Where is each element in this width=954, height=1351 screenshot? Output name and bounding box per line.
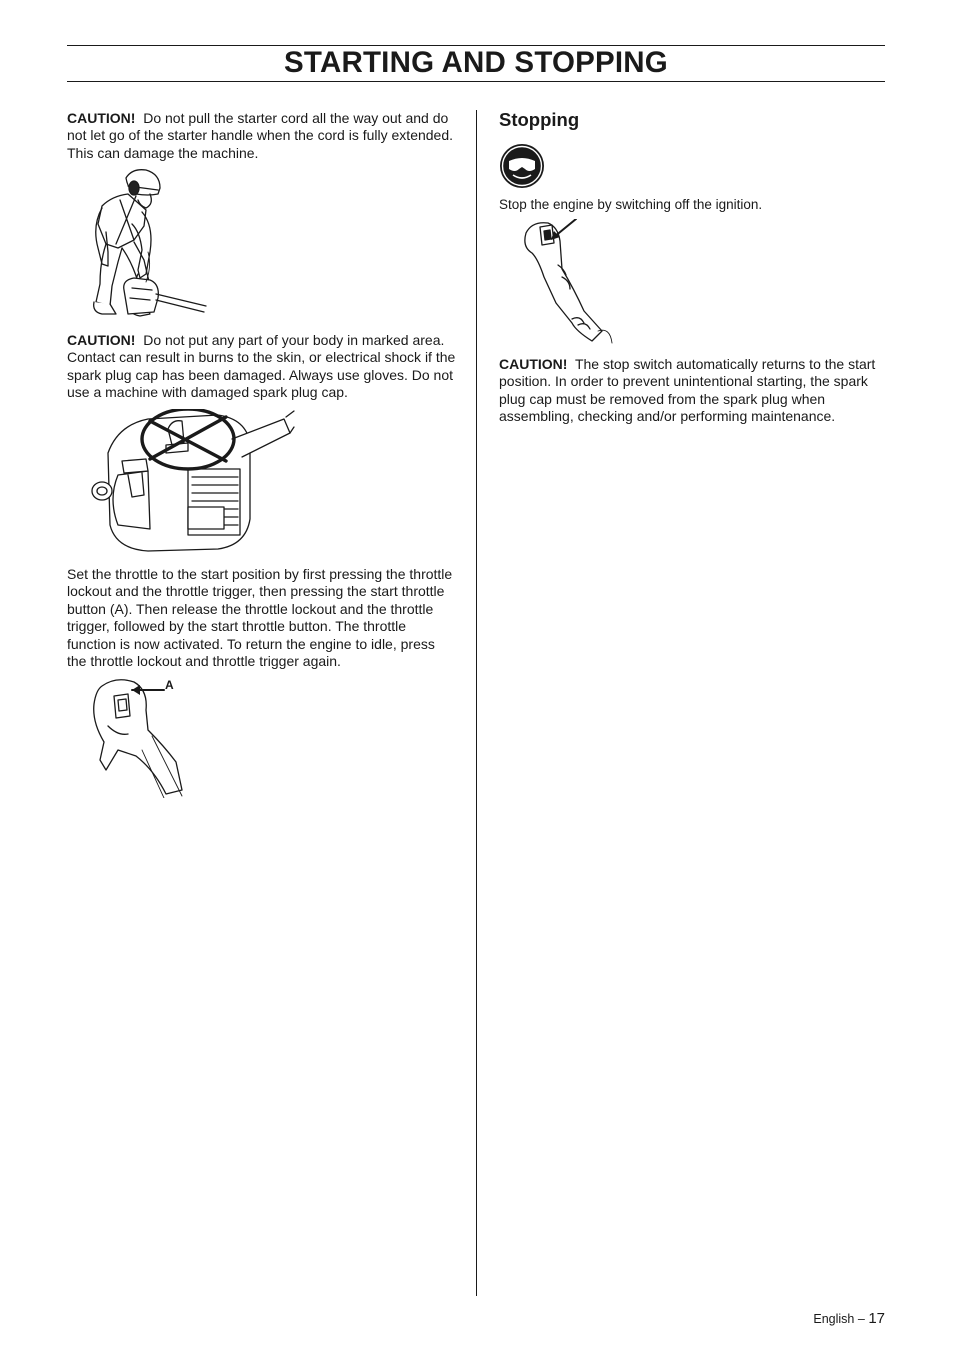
- caution-starter-cord: [67, 110, 457, 162]
- stop-switch-handle-illustration: [518, 219, 616, 345]
- eye-protection-icon: [499, 143, 545, 189]
- caution-label: CAUTION!: [67, 332, 136, 348]
- engine-marked-area-illustration: [88, 409, 296, 557]
- throttle-instructions: [67, 566, 457, 670]
- label-a: A: [165, 678, 174, 692]
- caution-text: Do not put any part of your body in marked area. Contact can result in burns to the skin, or electrical shock if the spark plug cap has been damaged. Always use gloves. Do not use a machine with damaged spark plug cap.: [67, 332, 456, 401]
- caution-stop-switch: [499, 356, 889, 426]
- caution-label: CAUTION!: [67, 110, 136, 126]
- caution-spark-plug: [67, 332, 457, 402]
- footer-language: English: [813, 1312, 855, 1326]
- stop-instruction: Stop the engine by switching off the ignition.: [499, 197, 763, 212]
- footer-separator: –: [857, 1312, 865, 1326]
- page-number: 17: [868, 1310, 885, 1327]
- page-footer: [813, 1311, 885, 1327]
- caution-text: The stop switch automatically returns to the start position. In order to prevent unintentional starting, the spark plug cap must be removed from the spark plug when assembling, checking and/or performing maintenance.: [499, 356, 876, 425]
- section-heading-stopping: Stopping: [499, 109, 580, 130]
- caution-label: CAUTION!: [499, 356, 568, 372]
- throttle-text: Set the throttle to the start position by first pressing the throttle lockout and the throttle trigger, then pressing the start throttle button (A). Then release the throttle lockout and the throttle trigger, followed by the start throttle button. The throttle function is now activated. To return the engine to idle, press the throttle lockout and throttle trigger again.: [67, 566, 453, 670]
- header-bottom-rule: [67, 81, 885, 82]
- caution-text: Do not pull the starter cord all the way out and do not let go of the starter handle when the cord is fully extended. This can damage the machine.: [67, 110, 454, 161]
- operator-starting-illustration: [88, 166, 208, 318]
- page-title: STARTING AND STOPPING: [284, 46, 668, 79]
- column-divider: [476, 110, 477, 1296]
